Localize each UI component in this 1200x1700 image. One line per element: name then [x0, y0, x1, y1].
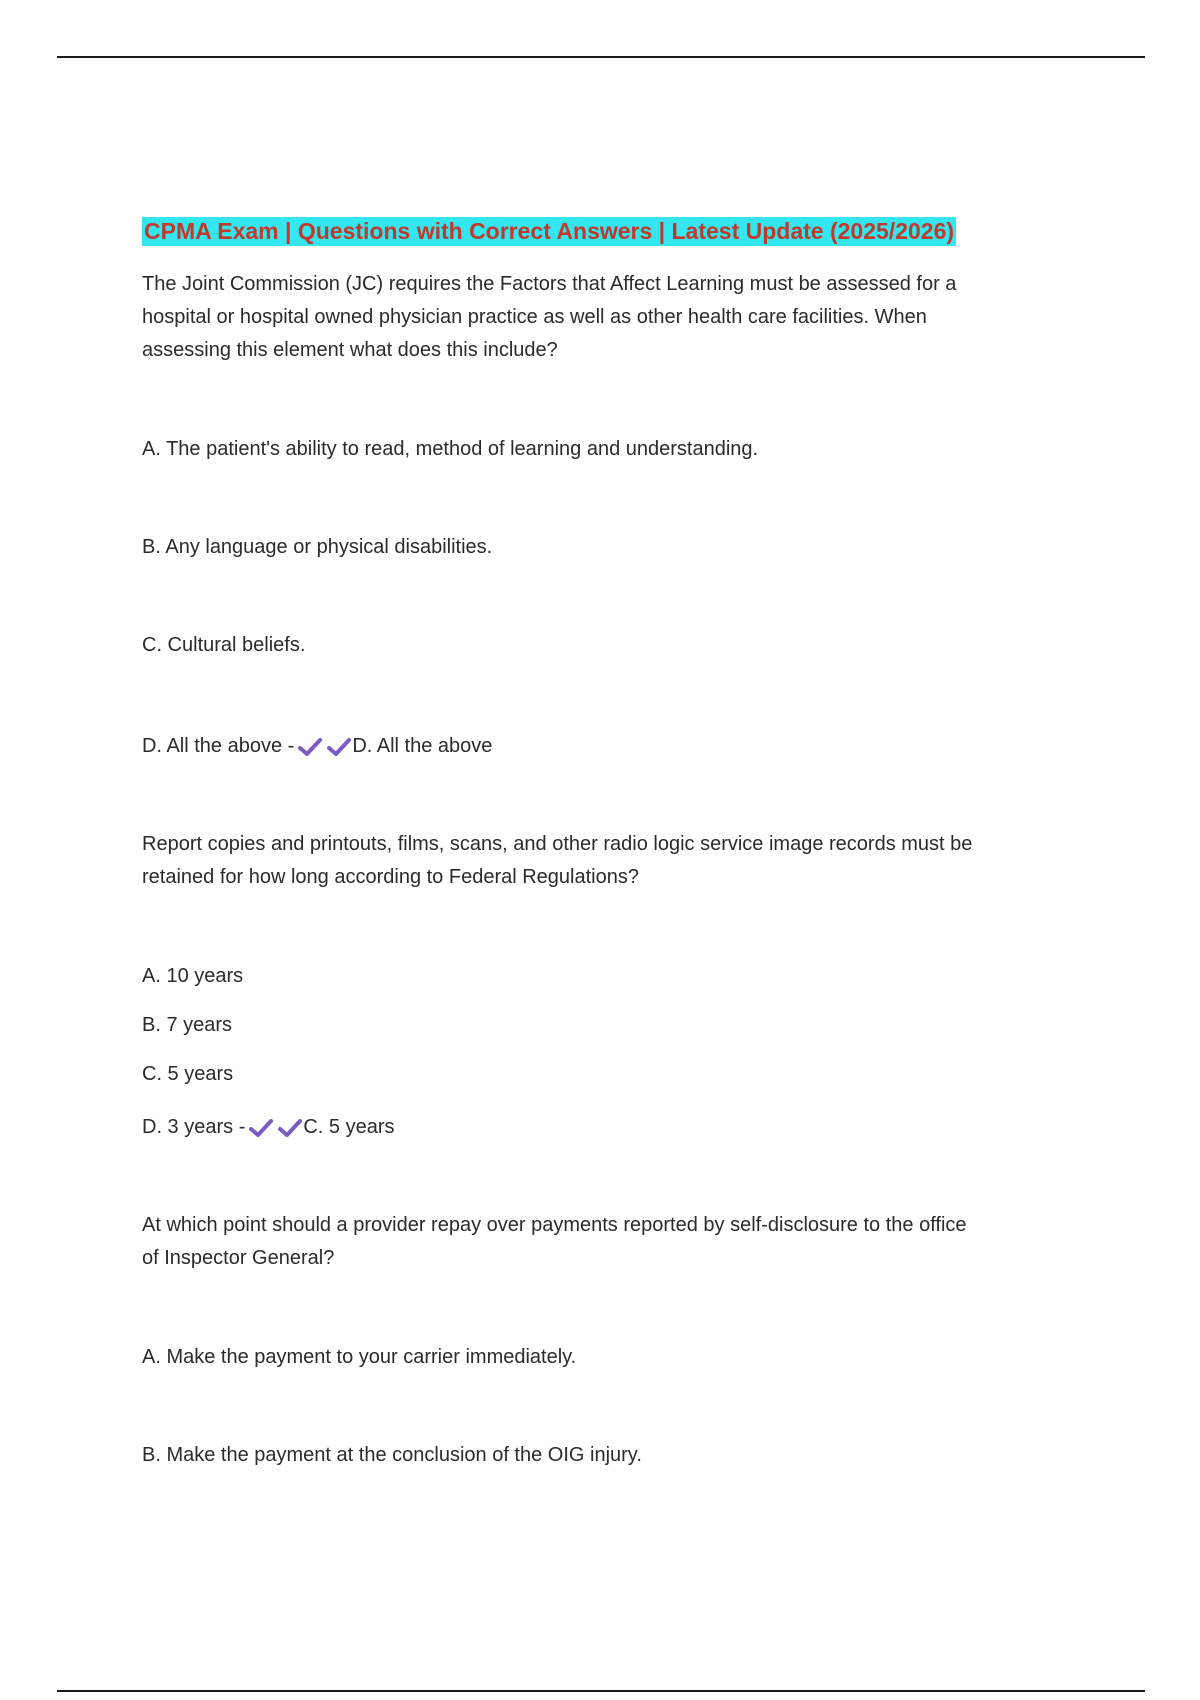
question-3-option-b: B. Make the payment at the conclusion of the OIG injury. — [142, 1444, 642, 1466]
question-1-option-a: A. The patient's ability to read, method of learning and understanding. — [142, 438, 759, 460]
question-1-answer-line — [142, 730, 492, 763]
top-rule — [57, 56, 1145, 58]
question-2-stem-line-1: Report copies and printouts, films, scans, and other radio logic service image records must be — [142, 833, 973, 855]
check-icon — [277, 1118, 303, 1138]
question-2-option-c: C. 5 years — [142, 1063, 234, 1085]
question-1-option-b: B. Any language or physical disabilities. — [142, 536, 493, 558]
question-2-stem-line-2: retained for how long according to Federal Regulations? — [142, 866, 639, 888]
check-icon — [248, 1118, 274, 1138]
question-2-option-a: A. 10 years — [142, 965, 244, 987]
question-2-correct-answer: C. 5 years — [303, 1116, 395, 1138]
question-2-option-b: B. 7 years — [142, 1014, 233, 1036]
question-2-answer-line — [142, 1111, 395, 1144]
check-icon — [297, 737, 323, 757]
question-3-option-a: A. Make the payment to your carrier immediately. — [142, 1346, 577, 1368]
question-1-stem-line-3: assessing this element what does this include? — [142, 339, 558, 361]
question-1-stem-line-2: hospital or hospital owned physician practice as well as other health care facilities. When — [142, 306, 927, 328]
document-title: CPMA Exam | Questions with Correct Answers | Latest Update (2025/2026) — [144, 218, 955, 244]
question-1-option-d: D. All the above - — [142, 735, 295, 757]
check-icon — [326, 737, 352, 757]
question-1-option-c: C. Cultural beliefs. — [142, 634, 306, 656]
question-3-stem-line-2: of Inspector General? — [142, 1247, 335, 1269]
question-1-stem-line-1: The Joint Commission (JC) requires the Factors that Affect Learning must be assessed for a — [142, 273, 957, 295]
bottom-rule — [57, 1690, 1145, 1692]
question-1-correct-answer: D. All the above — [352, 735, 493, 757]
question-2-option-d: D. 3 years - — [142, 1116, 246, 1138]
question-3-stem-line-1: At which point should a provider repay over payments reported by self-disclosure to the office — [142, 1214, 967, 1236]
